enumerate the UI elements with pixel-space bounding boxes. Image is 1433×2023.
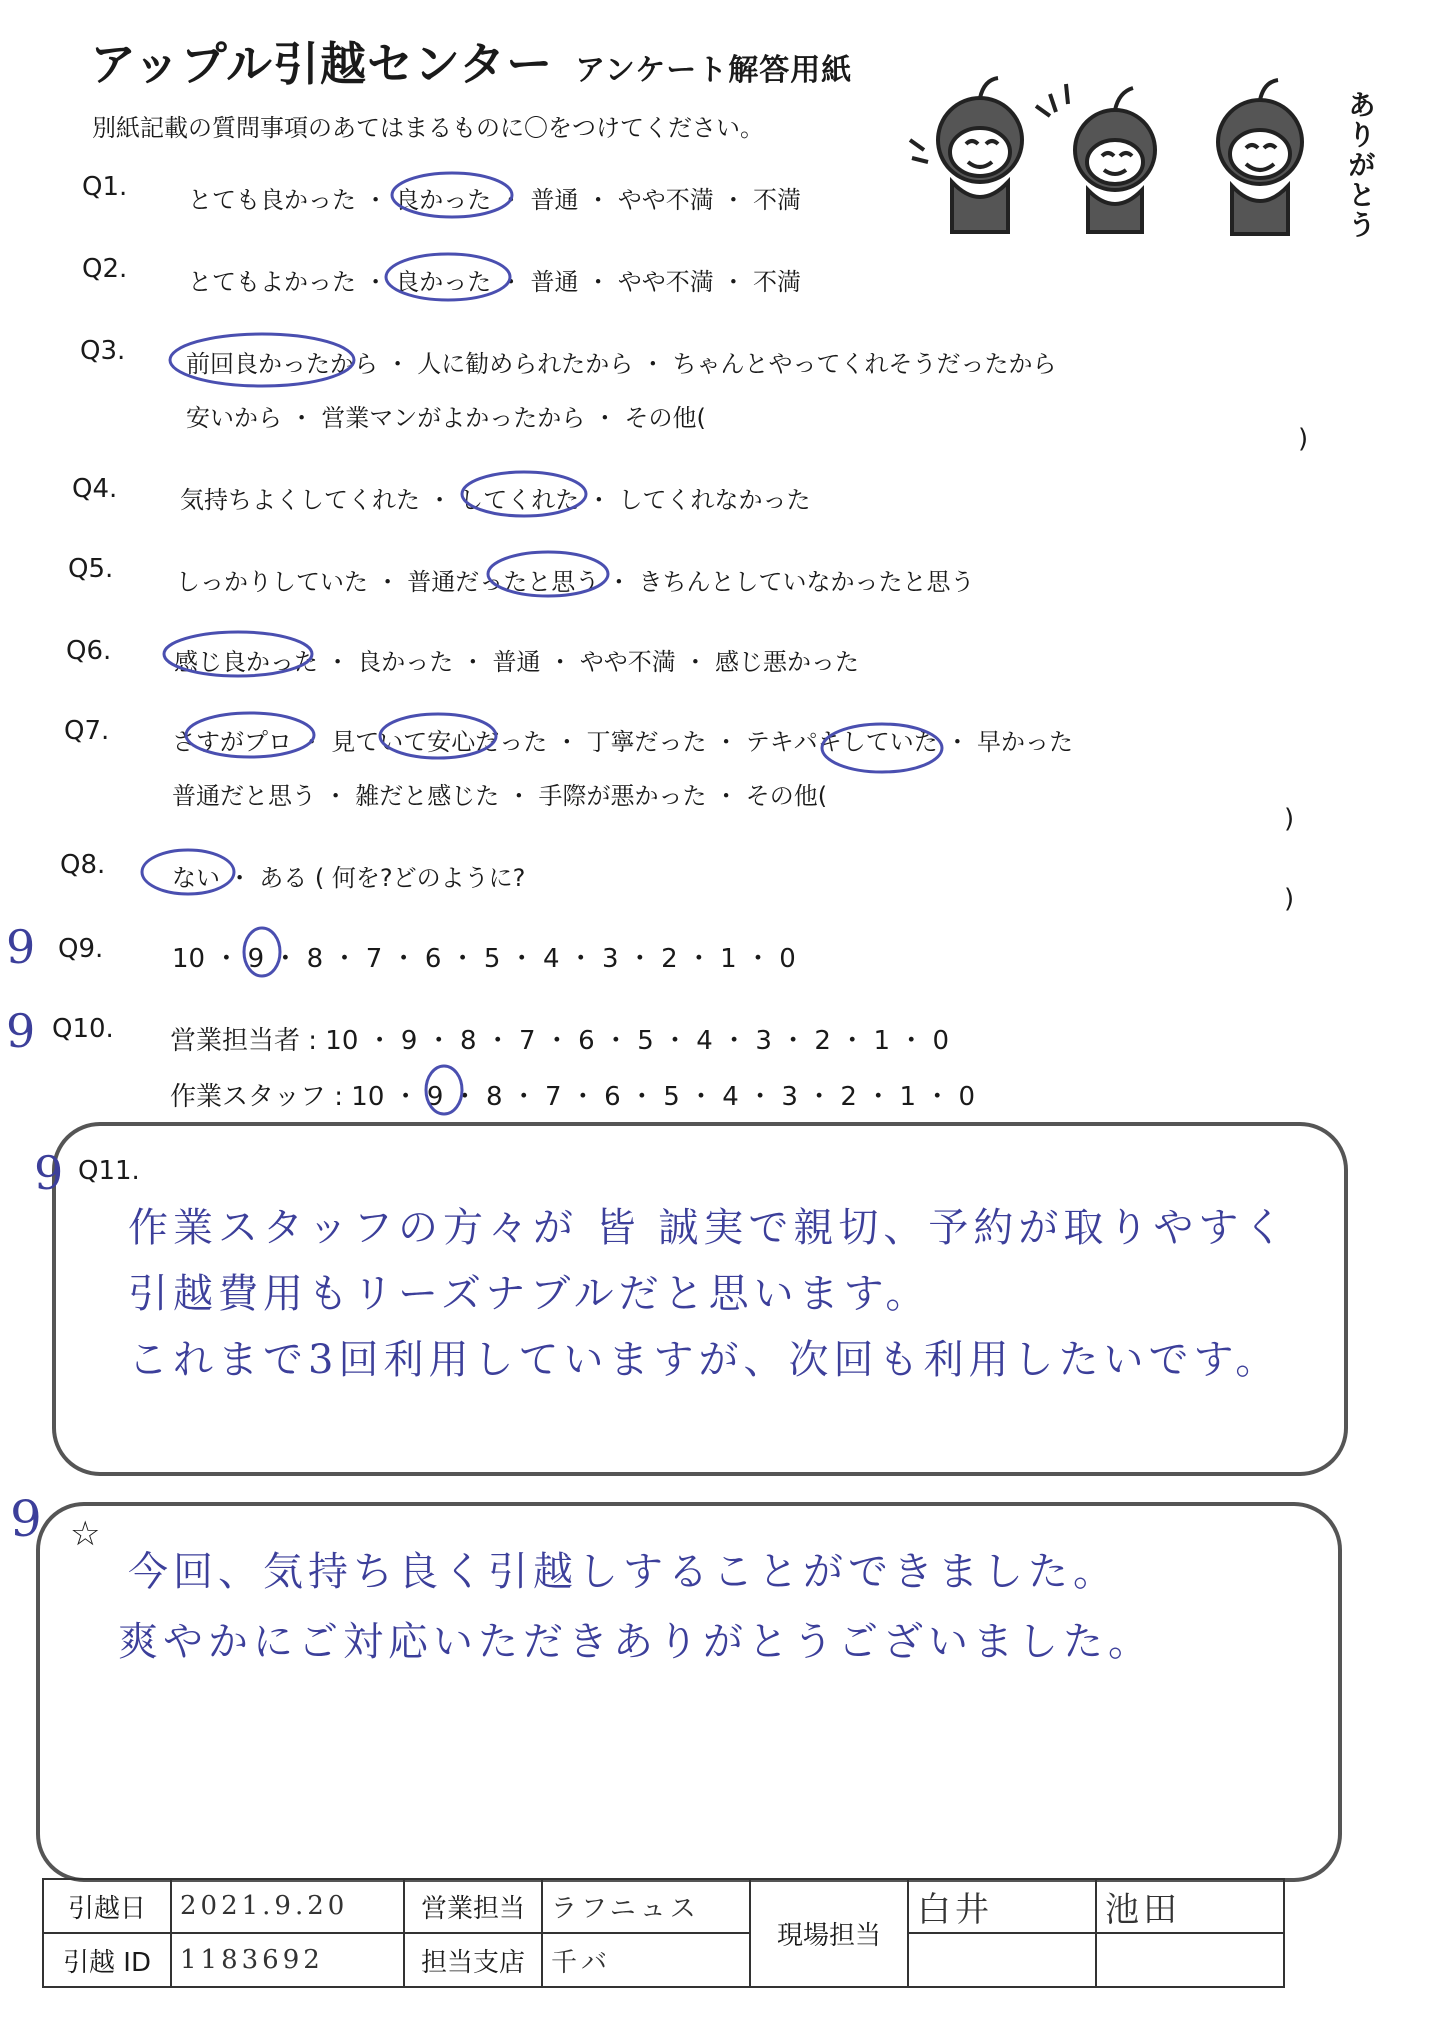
q11-handwriting-line3: これまで3回利用していますが、次回も利用したいです。 <box>128 1337 1281 1383</box>
sales-value: ラフニュス <box>542 1879 750 1933</box>
q11-label: Q11. <box>78 1156 140 1186</box>
q6-label: Q6. <box>66 636 112 666</box>
info-row-1 <box>43 1879 1284 1933</box>
branch-label: 担当支店 <box>404 1933 542 1987</box>
q3-paren-close: ) <box>1298 424 1309 454</box>
monkey-middle <box>1036 84 1155 232</box>
info-row-2 <box>43 1933 1284 1987</box>
q1-options: とても良かった ・ 良かった ・ 普通 ・ やや不満 ・ 不満 <box>188 186 802 214</box>
q10-staff-scale: 作業スタッフ : 10 ・ 9 ・ 8 ・ 7 ・ 6 ・ 5 ・ 4 ・ 3 ・ 2 ・ 1 ・ 0 <box>170 1082 976 1112</box>
q5-options: しっかりしていた ・ 普通だったと思う ・ きちんとしていなかったと思う <box>176 568 975 596</box>
star-label: ☆ <box>70 1514 101 1554</box>
star-handwriting-line1: 今回、気持ち良く引越しすることができました。 <box>128 1549 1118 1595</box>
form-subtitle: アンケート解答用紙 <box>575 53 853 88</box>
mascot-thanks-text: ありがとう <box>1344 90 1377 240</box>
q8-options: ない ・ ある ( 何を?どのように? <box>172 864 526 892</box>
form-title <box>90 28 852 94</box>
q1-label: Q1. <box>82 172 128 202</box>
sales-label: 営業担当 <box>404 1879 542 1933</box>
q11-handwriting-line1: 作業スタッフの方々が 皆 誠実で親切、予約が取りやすく <box>128 1205 1289 1251</box>
branch-value: 千バ <box>542 1933 750 1987</box>
moving-date-value: 2021.9.20 <box>171 1879 404 1933</box>
q7-paren-close: ) <box>1284 804 1295 834</box>
q7-options-line1: さすがプロ ・ 見ていて安心だった ・ 丁寧だった ・ テキパキしていた ・ 早かった <box>172 728 1074 756</box>
margin-mark-q10: 9 <box>6 1004 41 1058</box>
moving-id-label: 引越 ID <box>43 1933 171 1987</box>
margin-mark-q9: 9 <box>6 920 41 974</box>
site-label: 現場担当 <box>750 1879 908 1987</box>
moving-id-value: 1183692 <box>171 1933 404 1987</box>
q3-options-line1: 前回良かったから ・ 人に勧められたから ・ ちゃんとやってくれそうだったから <box>186 350 1057 378</box>
q10-sales-scale: 営業担当者 : 10 ・ 9 ・ 8 ・ 7 ・ 6 ・ 5 ・ 4 ・ 3 ・ 2 ・ 1 ・ 0 <box>170 1026 950 1056</box>
margin-mark-star: 9 <box>10 1490 47 1548</box>
q3-label: Q3. <box>80 336 126 366</box>
q3-options-line2: 安いから ・ 営業マンがよかったから ・ その他( <box>186 404 706 432</box>
q9-label: Q9. <box>58 934 104 964</box>
q8-label: Q8. <box>60 850 106 880</box>
q11-handwriting-line2: 引越費用もリーズナブルだと思います。 <box>128 1271 931 1317</box>
instruction-text: 別紙記載の質問事項のあてはまるものに〇をつけてください。 <box>92 114 764 142</box>
monkey-right <box>1218 80 1302 234</box>
q9-scale: 10 ・ 9 ・ 8 ・ 7 ・ 6 ・ 5 ・ 4 ・ 3 ・ 2 ・ 1 ・ 0 <box>172 944 796 974</box>
q6-options: 感じ良かった ・ 良かった ・ 普通 ・ やや不満 ・ 感じ悪かった <box>174 648 860 676</box>
site-staff-empty-1 <box>908 1933 1096 1987</box>
q2-label: Q2. <box>82 254 128 284</box>
monkey-left <box>910 78 1022 232</box>
margin-mark-q11: 9 <box>34 1146 69 1200</box>
q2-options: とてもよかった ・ 良かった ・ 普通 ・ やや不満 ・ 不満 <box>188 268 802 296</box>
company-name: アップル引越センター <box>90 37 554 91</box>
info-table <box>42 1878 1285 1988</box>
q4-options: 気持ちよくしてくれた ・ してくれた ・ してくれなかった <box>180 486 811 514</box>
moving-date-label: 引越日 <box>43 1879 171 1933</box>
q5-label: Q5. <box>68 554 114 584</box>
site-staff-2: 池田 <box>1096 1879 1284 1933</box>
q7-label: Q7. <box>64 716 110 746</box>
site-staff-empty-2 <box>1096 1933 1284 1987</box>
q8-paren-close: ) <box>1284 884 1295 914</box>
q4-label: Q4. <box>72 474 118 504</box>
site-staff-1: 白井 <box>908 1879 1096 1933</box>
q10-label: Q10. <box>52 1014 114 1044</box>
q7-options-line2: 普通だと思う ・ 雑だと感じた ・ 手際が悪かった ・ その他( <box>172 782 828 810</box>
star-handwriting-line2: 爽やかにご対応いただきありがとうございました。 <box>118 1619 1153 1665</box>
mascot-illustration <box>900 70 1340 250</box>
